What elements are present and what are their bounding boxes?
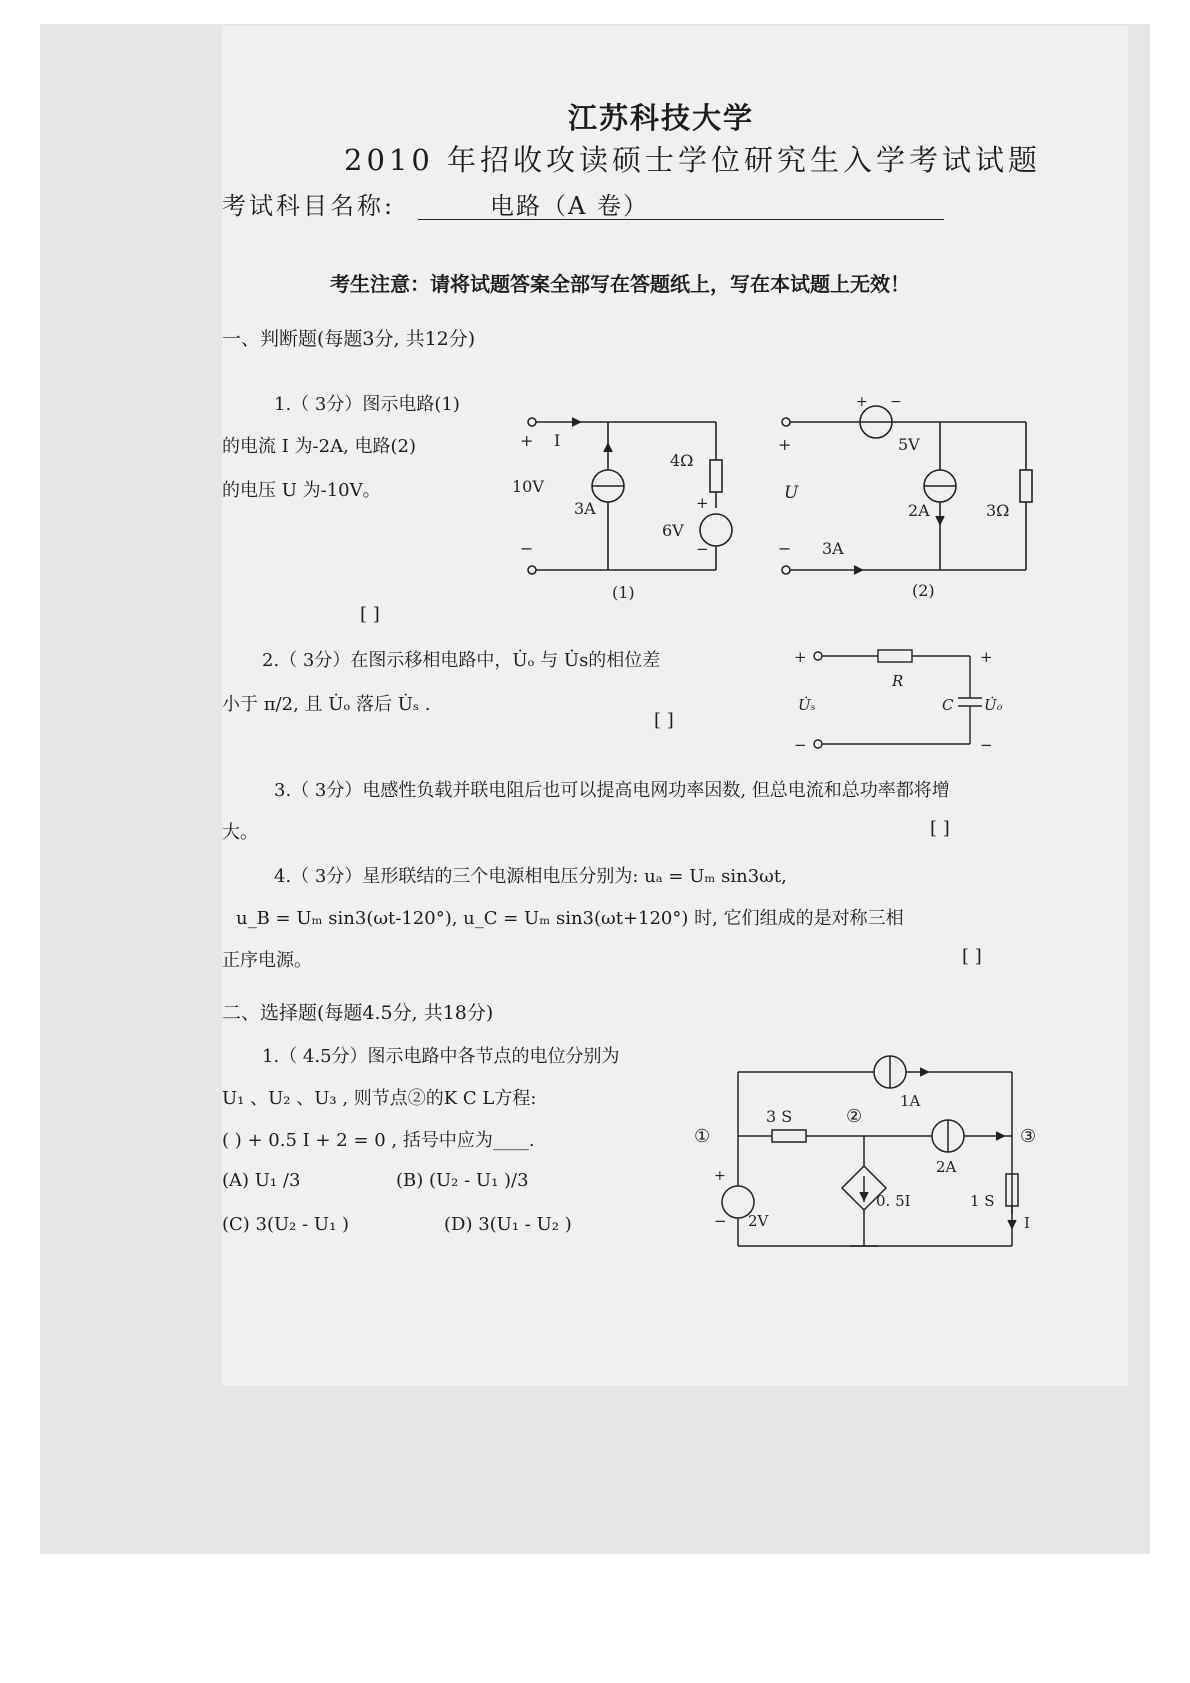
c4-2v-minus: − <box>714 1212 727 1230</box>
c2-minus: − <box>778 539 792 558</box>
s1-q2-line2: 小于 π/2, 且 U̇ₒ 落后 U̇ₛ . <box>222 694 431 715</box>
s2-q1-line3: ( ) + 0.5 I + 2 = 0 , 括号中应为____. <box>222 1130 535 1151</box>
c4-3s-label: 3 S <box>766 1107 793 1126</box>
s2-q1-option-d: (D) 3(U₁ - U₂ ) <box>444 1214 572 1235</box>
c2-5v-label: 5V <box>898 435 920 454</box>
c4-2v-plus: + <box>714 1168 726 1184</box>
university-name: 江苏科技大学 <box>568 101 755 135</box>
c2-plus: + <box>778 435 792 454</box>
c4-2v-label: 2V <box>748 1212 769 1230</box>
c3-source-plus: + <box>794 648 807 666</box>
s2-q1-line1: 1.（ 4.5分）图示电路中各节点的电位分别为 <box>262 1046 620 1067</box>
s1-q3-line1: 3.（ 3分）电感性负载并联电阻后也可以提高电网功率因数, 但总电流和总功率都将增 <box>274 780 950 801</box>
c3-capacitor-label: C <box>942 696 954 714</box>
c3-output-voltage: U̇ₒ <box>984 696 1003 714</box>
c3-output-minus: − <box>980 736 993 754</box>
c4-current-label: I <box>1024 1214 1030 1232</box>
s2-q1-option-b: (B) (U₂ - U₁ )/3 <box>396 1170 529 1191</box>
s1-q4-line3: 正序电源。 <box>222 950 312 971</box>
s2-q1-option-c: (C) 3(U₂ - U₁ ) <box>222 1214 350 1235</box>
c1-plus: + <box>520 431 534 450</box>
s1-q4-answer-bracket: [ ] <box>962 946 982 967</box>
circuit-1-diagram <box>512 408 740 608</box>
circuit-2-diagram <box>778 394 1038 608</box>
c4-2a-label: 2A <box>936 1158 957 1176</box>
c3-source-voltage: U̇ₛ <box>798 696 816 714</box>
candidate-notice: 考生注意：请将试题答案全部写在答题纸上，写在本试题上无效！ <box>330 272 910 296</box>
s1-q2-answer-bracket: [ ] <box>654 710 674 731</box>
c1-4ohm-label: 4Ω <box>670 451 694 470</box>
s1-q1-answer-bracket: [ ] <box>360 604 380 625</box>
s1-q3-answer-bracket: [ ] <box>930 818 950 839</box>
subject-label: 考试科目名称: <box>222 192 396 220</box>
exam-title: 2010 年招收攻读硕士学位研究生入学考试试题 <box>344 143 1042 177</box>
s1-q2-line1: 2.（ 3分）在图示移相电路中，U̇ₒ 与 U̇s的相位差 <box>262 650 661 671</box>
c3-source-minus: − <box>794 736 807 754</box>
c1-6v-plus: + <box>696 494 709 512</box>
s1-q1-line2: 的电流 I 为-2A, 电路(2) <box>222 436 417 457</box>
c2-5v-minus: − <box>890 394 902 410</box>
c3-resistor-label: R <box>892 672 904 690</box>
c1-6v-label: 6V <box>662 521 684 540</box>
c1-3a-label: 3A <box>574 499 596 518</box>
c4-dependent-source-label: 0. 5I <box>876 1192 911 1210</box>
section1-title: 一、判断题(每题3分, 共12分) <box>222 328 476 350</box>
s1-q3-line2: 大。 <box>222 822 258 843</box>
s1-q1-line1: 1.（ 3分）图示电路(1) <box>274 394 460 415</box>
s2-q1-option-a: (A) U₁ /3 <box>222 1170 301 1191</box>
circuit-4-diagram <box>694 1056 1040 1276</box>
s1-q4-line2: u_B = Uₘ sin3(ωt-120°), u_C = Uₘ sin3(ωt+120°) 时, 它们组成的是对称三相 <box>236 908 904 929</box>
c4-1a-label: 1A <box>900 1092 921 1110</box>
c2-2a-label: 2A <box>908 501 930 520</box>
c2-caption: (2) <box>912 581 935 600</box>
c1-minus: − <box>520 539 534 558</box>
c4-node1: ① <box>694 1126 711 1147</box>
c4-node2: ② <box>846 1106 863 1127</box>
c3-output-plus: + <box>980 648 993 666</box>
section2-title: 二、选择题(每题4.5分, 共18分) <box>222 1002 494 1024</box>
s1-q1-line3: 的电压 U 为-10V。 <box>222 480 381 501</box>
c2-5v-plus: + <box>856 394 868 410</box>
circuit-3-diagram <box>790 640 1010 760</box>
c1-caption: (1) <box>612 583 635 602</box>
c1-6v-minus: − <box>696 540 709 558</box>
s2-q1-line2: U₁ 、U₂ 、U₃ , 则节点②的K C L方程: <box>222 1088 537 1109</box>
c1-10v-label: 10V <box>512 477 544 496</box>
c2-3a-label: 3A <box>822 539 844 558</box>
c4-1s-label: 1 S <box>970 1192 995 1210</box>
c1-current-label: I <box>554 431 561 450</box>
subject-value: 电路（A 卷） <box>418 186 944 220</box>
s1-q4-line1: 4.（ 3分）星形联结的三个电源相电压分别为: uₐ = Uₘ sin3ωt, <box>274 866 787 887</box>
c2-3ohm-label: 3Ω <box>986 501 1010 520</box>
c4-node3: ③ <box>1020 1126 1037 1147</box>
c2-voltage-label: U <box>784 483 799 503</box>
